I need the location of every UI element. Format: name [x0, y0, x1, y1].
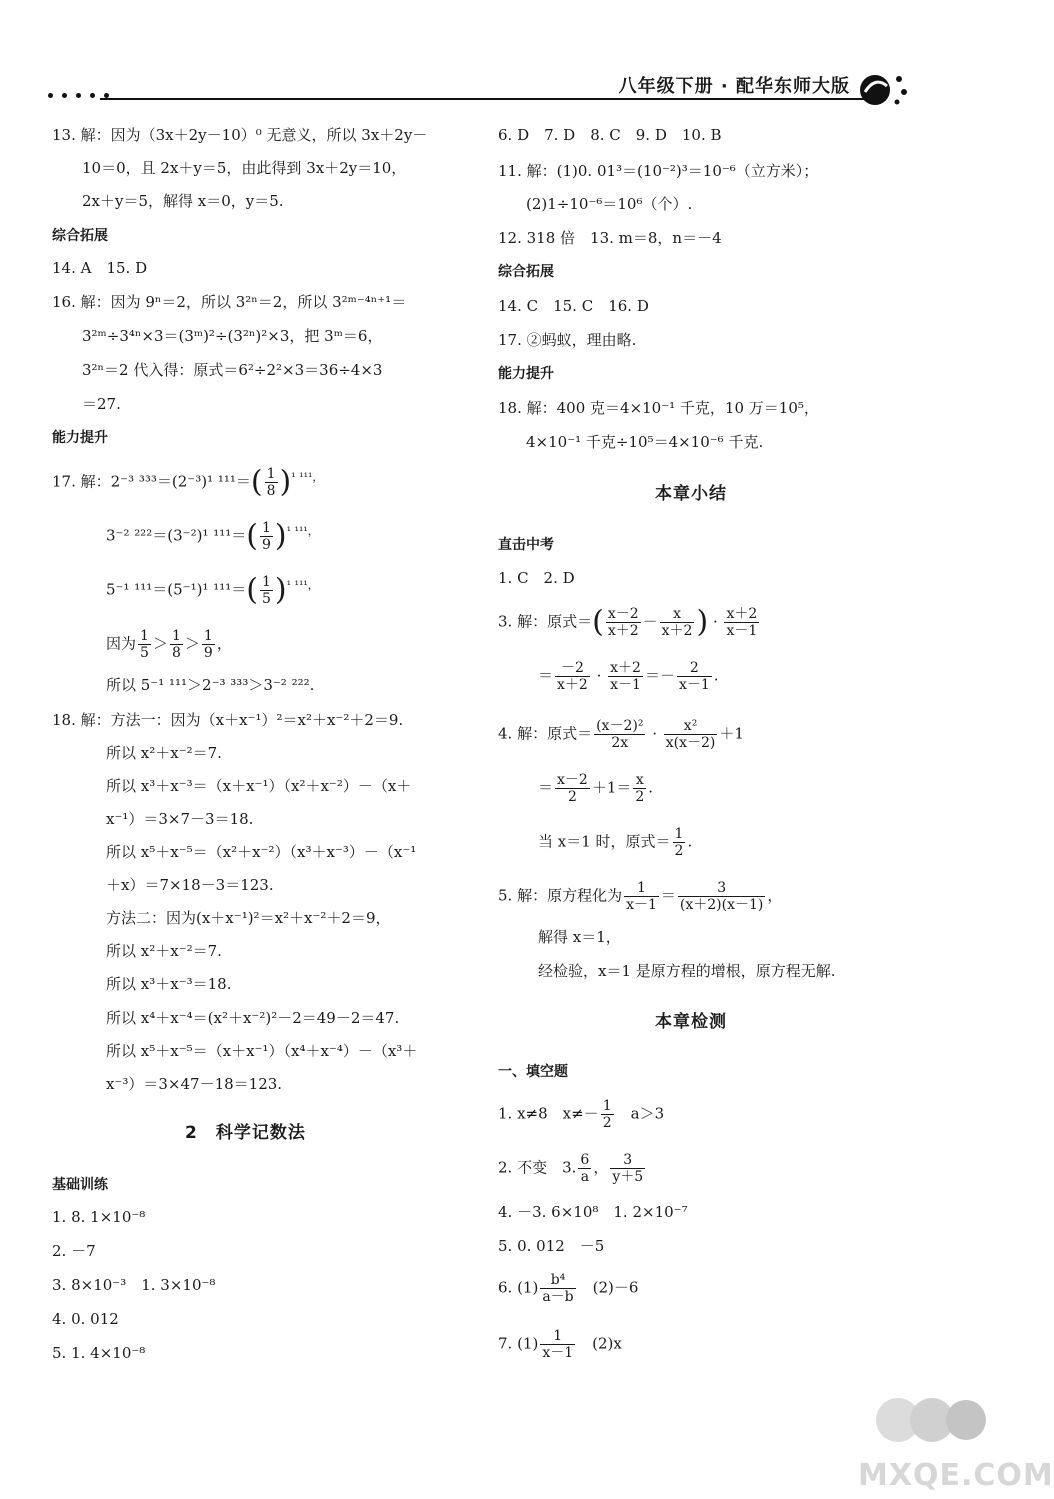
fraction: $\frac{1}{9}$ — [262, 520, 271, 553]
q17-line-c: 5⁻¹ ¹¹¹＝(5⁻¹)¹ ¹¹¹＝( $\frac{1}{5}$ )$^{^1 ^{111},}$ — [106, 572, 319, 608]
q18-line-11: 所以 x⁵＋x⁻⁵＝（x＋x⁻¹）（x⁴＋x⁻⁴）－（x³＋ — [106, 1042, 418, 1060]
q18-line-4: x⁻¹）＝3×7－3＝18. — [106, 810, 254, 828]
r2: 11. 解：(1)0. 01³＝(10⁻²)³＝10⁻⁶（立方米）； — [498, 162, 819, 180]
q17-line-a: 17. 解：2⁻³ ³³³＝(2⁻³)¹ ¹¹¹＝( $\frac{1}{8}$ )$^{^1 ^{111},}$ — [52, 464, 324, 500]
q16-line-1: 16. 解：因为 9ⁿ＝2，所以 3²ⁿ＝2，所以 3²ᵐ⁻⁴ⁿ⁺¹＝ — [52, 293, 407, 311]
q18-line-2: 所以 x²＋x⁻²＝7. — [106, 744, 222, 762]
section-jichu: 基础训练 — [52, 1177, 108, 1193]
q18-line-7: 方法二：因为(x＋x⁻¹)²＝x²＋x⁻²＋2＝9， — [106, 909, 391, 927]
r8: 4×10⁻¹ 千克÷10⁵＝4×10⁻⁶ 千克. — [526, 433, 764, 451]
q16-line-4: ＝27. — [82, 395, 121, 413]
q18-line-8: 所以 x²＋x⁻²＝7. — [106, 942, 222, 960]
s3-line-2: ＝ $\frac{-2}{x+2}$ · $\frac{x+2}{x-1}$ ＝－ $\frac{2}{x-1}$ . — [538, 660, 719, 693]
b2: 2. －7 — [52, 1242, 96, 1260]
r3: (2)1÷10⁻⁶＝10⁶（个）. — [526, 195, 693, 213]
t1: 1. x≠8 x≠－ $\frac{1}{2}$ a＞3 — [498, 1098, 665, 1131]
q16-line-2: 3²ᵐ÷3⁴ⁿ×3＝(3ᵐ)²÷(3²ⁿ)²×3，把 3ᵐ＝6， — [82, 327, 383, 345]
q13-line-2: 10＝0，且 2x＋y＝5，由此得到 3x＋2y＝10， — [82, 159, 407, 177]
q14-15: 14. A 15. D — [52, 259, 148, 277]
s5-line-2: 解得 x＝1， — [538, 928, 621, 946]
section-nengli-right: 能力提升 — [498, 366, 554, 382]
section-zonghe-right: 综合拓展 — [498, 264, 554, 280]
section-nengli-left: 能力提升 — [52, 430, 108, 446]
q18-line-10: 所以 x⁴＋x⁻⁴＝(x²＋x⁻²)²－2＝49－2＝47. — [106, 1009, 400, 1027]
b5: 5. 1. 4×10⁻⁸ — [52, 1344, 146, 1362]
watermark-logo-icon — [870, 1378, 988, 1458]
b1: 1. 8. 1×10⁻⁸ — [52, 1208, 146, 1226]
logo-icon — [855, 70, 915, 110]
q13-line-3: 2x＋y＝5，解得 x＝0，y＝5. — [82, 192, 284, 210]
s3-line-1: 3. 解：原式＝( $\frac{x-2}{x+2}$ － $\frac{x}{x+2}$ ) · $\frac{x+2}{x-1}$ — [498, 604, 758, 640]
q16-line-3: 3²ⁿ＝2 代入得：原式＝6²÷2²×3＝36÷4×3 — [82, 361, 383, 379]
header-title: 八年级下册 · 配华东师大版 — [618, 76, 850, 97]
q18-line-6: ＋x）＝7×18－3＝123. — [106, 876, 274, 894]
fraction: $\frac{1}{8}$ — [266, 466, 276, 499]
t7: 7. (1) $\frac{1}{x-1}$ (2)x — [498, 1328, 622, 1361]
r1: 6. D 7. D 8. C 9. D 10. B — [498, 126, 722, 144]
heading-scientific-notation: 2 科学记数法 — [185, 1123, 306, 1143]
fraction: $\frac{1}{5}$ — [262, 574, 271, 607]
q18-line-5: 所以 x⁵＋x⁻⁵＝（x²＋x⁻²）（x³＋x⁻³）－（x⁻¹ — [106, 843, 417, 861]
q18-line-12: x⁻³）＝3×47－18＝123. — [106, 1075, 283, 1093]
s4-line-2: ＝ $\frac{x-2}{2}$ ＋1＝ $\frac{x}{2}$ . — [538, 772, 654, 805]
q17-line-d: 因为 $\frac{1}{5}$ ＞ $\frac{1}{8}$ ＞ $\frac{1}{9}$ ， — [106, 628, 232, 661]
t4: 4. －3. 6×10⁸ 1. 2×10⁻⁷ — [498, 1203, 688, 1221]
r7: 18. 解：400 克＝4×10⁻¹ 千克，10 万＝10⁵， — [498, 399, 819, 417]
header-rule — [100, 98, 875, 100]
r5: 14. C 15. C 16. D — [498, 297, 649, 315]
t6: 6. (1) $\frac{\text{b⁴}}{a-b}$ (2)－6 — [498, 1272, 639, 1305]
section-fill: 一、填空题 — [498, 1064, 568, 1080]
b4: 4. 0. 012 — [52, 1310, 119, 1328]
watermark-text: MXQE.COM — [858, 1458, 1054, 1493]
s4-line-1: 4. 解：原式＝ $\frac{\text{(x－2)²}}{2x}$ · $\frac{\text{x²}}{x(x-2)}$ ＋1 — [498, 718, 744, 751]
q17-line-e: 所以 5⁻¹ ¹¹¹＞2⁻³ ³³³＞3⁻² ²²². — [106, 676, 315, 694]
b3: 3. 8×10⁻³ 1. 3×10⁻⁸ — [52, 1276, 216, 1294]
s5-line-3: 经检验，x＝1 是原方程的增根，原方程无解. — [538, 962, 836, 980]
heading-test: 本章检测 — [655, 1012, 727, 1032]
q17-line-b: 3⁻² ²²²＝(3⁻²)¹ ¹¹¹＝( $\frac{1}{9}$ )$^{^1 ^{111},}$ — [106, 518, 319, 554]
q13-line-1: 13. 解：因为（3x＋2y－10）⁰ 无意义，所以 3x＋2y－ — [52, 126, 428, 144]
heading-summary: 本章小结 — [655, 484, 727, 504]
q18-line-9: 所以 x³＋x⁻³＝18. — [106, 975, 232, 993]
r6: 17. ②蚂蚁，理由略. — [498, 331, 637, 349]
t2-t3: 2. 不变 3. $\frac{6}{a}$ ， $\frac{3}{y+5}$ — [498, 1152, 644, 1185]
s1: 1. C 2. D — [498, 569, 575, 587]
section-zhiji: 直击中考 — [498, 537, 554, 553]
s4-line-3: 当 x＝1 时，原式＝ $\frac{1}{2}$ . — [538, 826, 693, 859]
q18-line-1: 18. 解：方法一：因为（x＋x⁻¹）²＝x²＋x⁻²＋2＝9. — [52, 711, 404, 729]
q18-line-3: 所以 x³＋x⁻³＝（x＋x⁻¹）（x²＋x⁻²）－（x＋ — [106, 777, 412, 795]
section-zonghe-left: 综合拓展 — [52, 228, 108, 244]
r4: 12. 318 倍 13. m＝8，n＝－4 — [498, 229, 722, 247]
t5: 5. 0. 012 －5 — [498, 1237, 605, 1255]
s5-line-1: 5. 解：原方程化为 $\frac{1}{x-1}$ ＝ $\frac{3}{(x+2)(x-1)}$ ， — [498, 880, 783, 913]
